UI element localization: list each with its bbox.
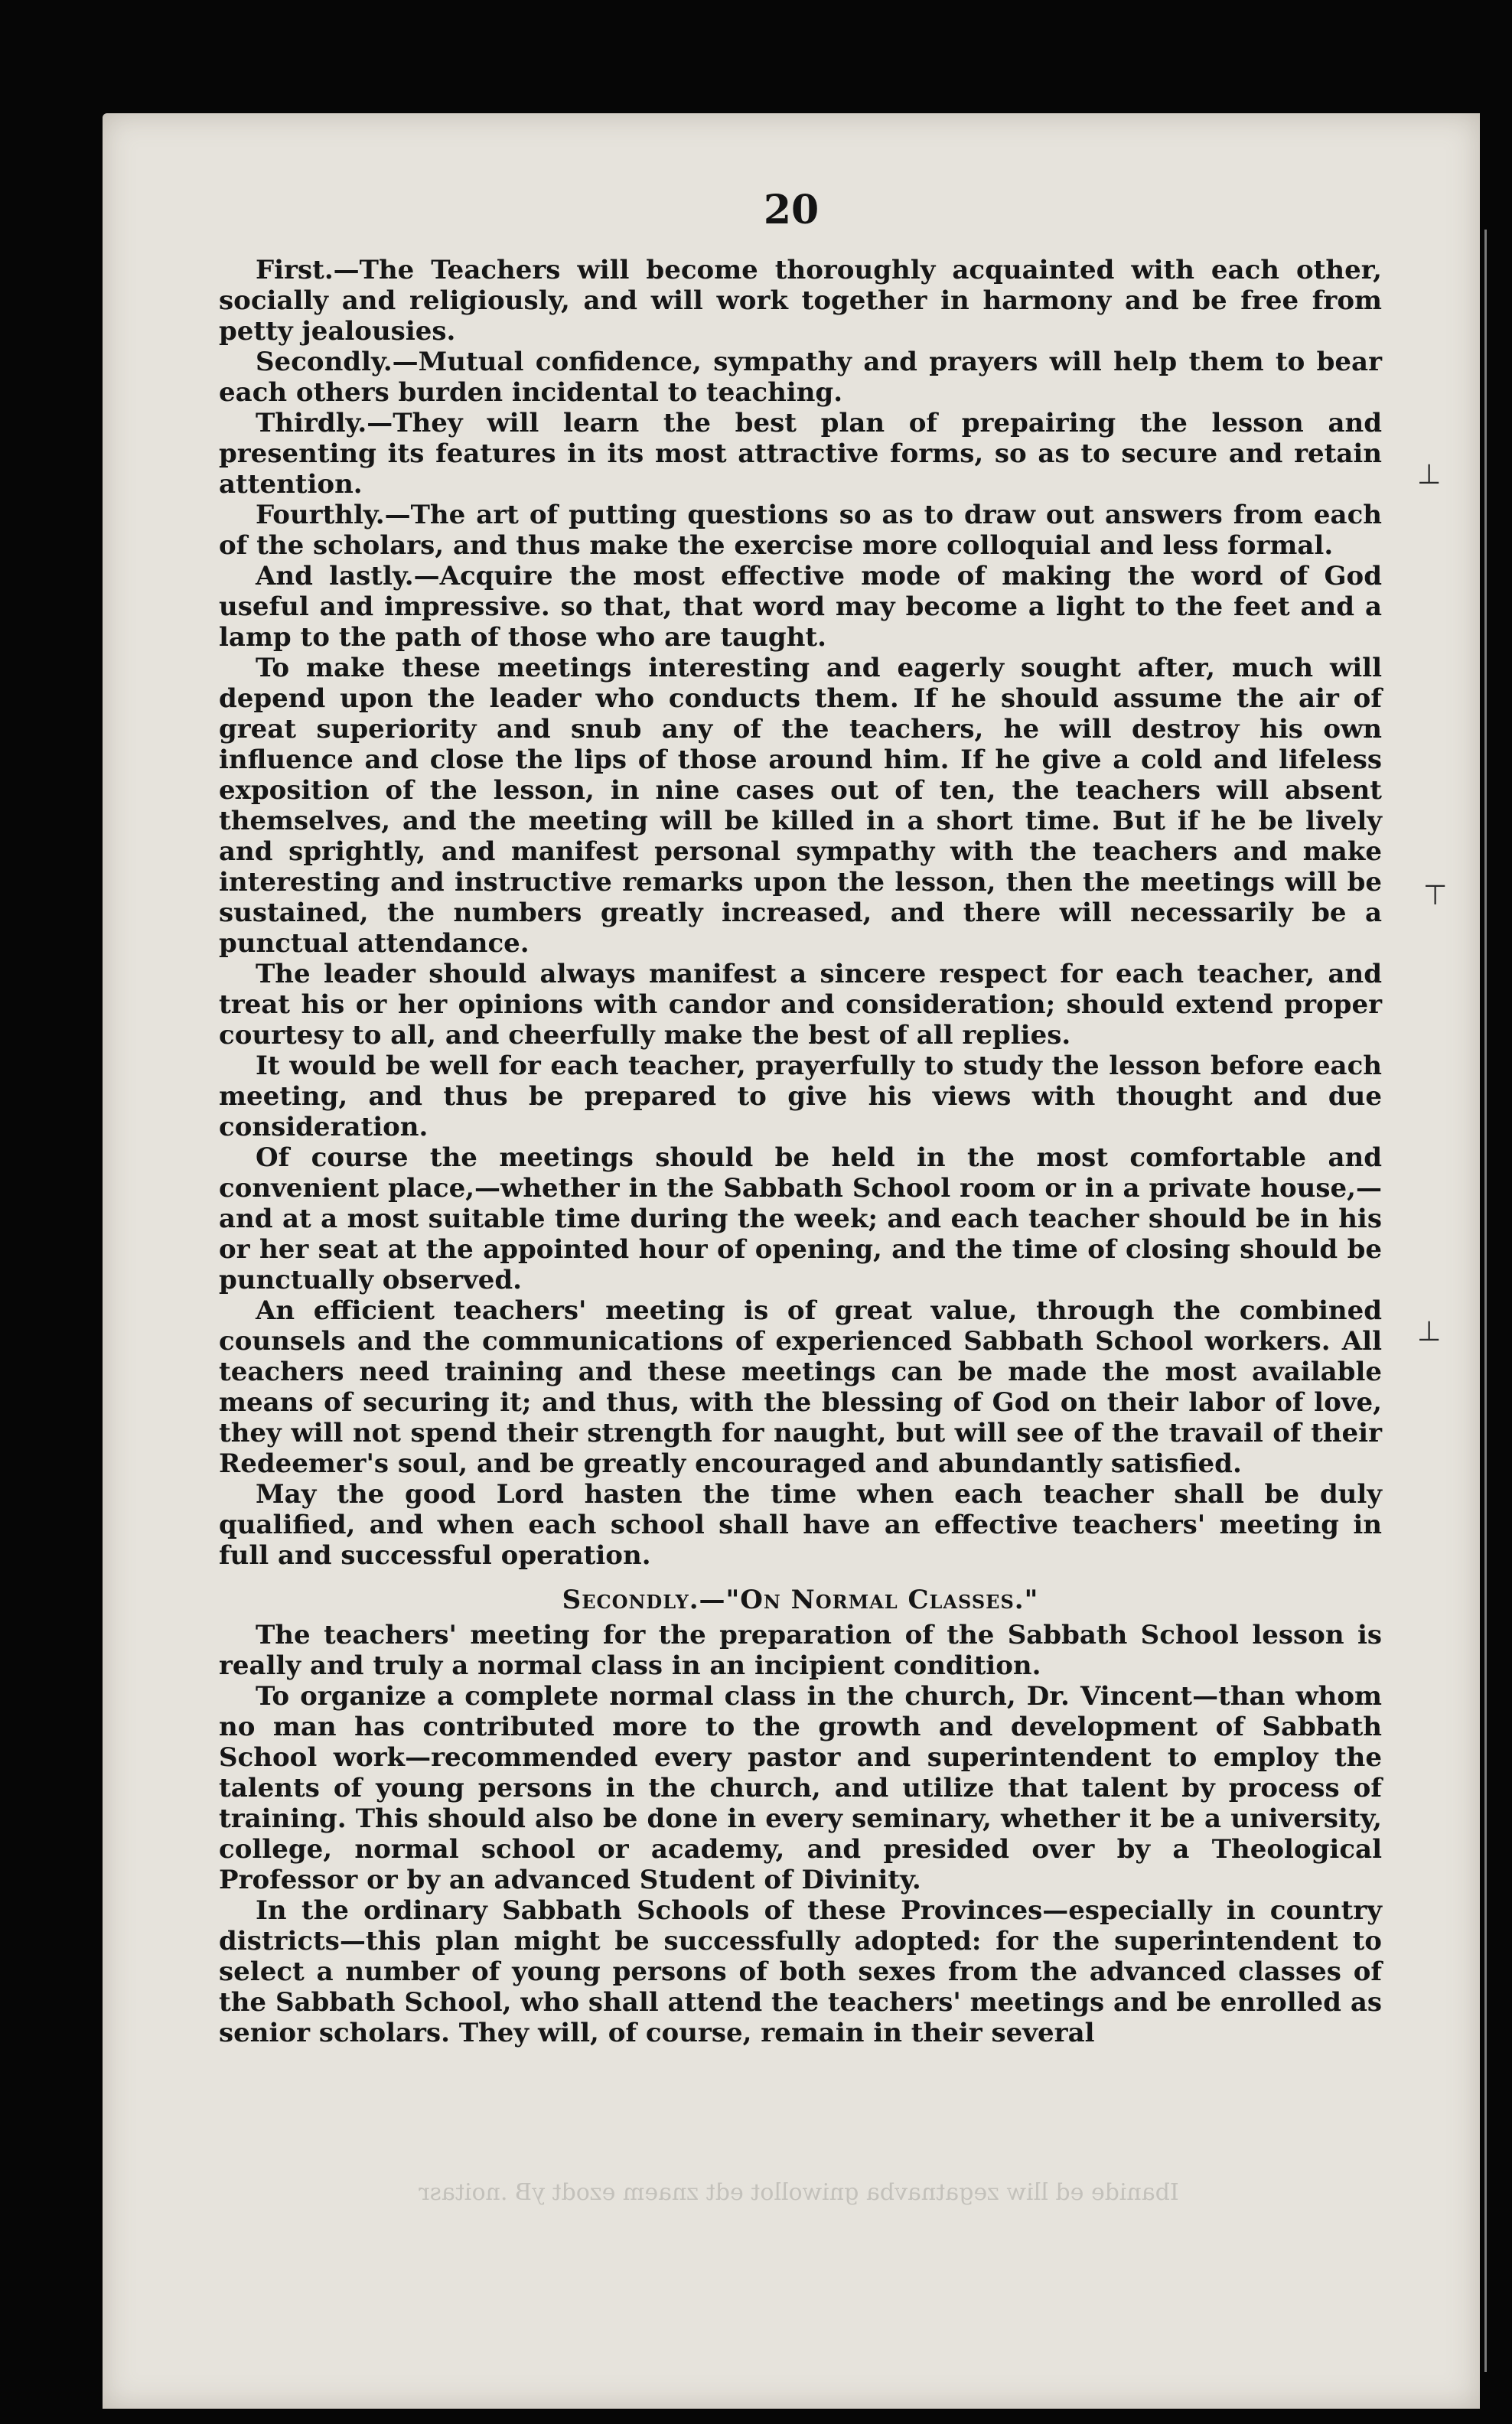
section-heading: Secondly.—"On Normal Classes."	[562, 1585, 1039, 1615]
margin-tick-mark: ⊤	[1423, 880, 1448, 911]
paragraph-secondly: Secondly.—Mutual confidence, sympathy and prayers will help them to bear each others burden incidental to teaching.	[219, 347, 1382, 408]
paragraph-leader: To make these meetings interesting and eagerly sought after, much will depend upon the leader who conducts them. If he should assume the air of great superiority and snub any of the teachers, he will destroy his own influence and close the lips of those around him. If he give a cold and lifeless exposition of the lesson, in nine cases out of ten, the teachers will absent themselves, and the meeting will be killed in a short time. But if he be lively and sprightly, and manifest personal sympathy with the teachers and make interesting and instructive remarks upon the lesson, then the meetings will be sustained, the numbers greatly increased, and there will necessarily be a punctual attendance.	[219, 653, 1382, 959]
body-text	[219, 255, 1382, 2048]
paragraph-prayer: May the good Lord hasten the time when each teacher shall be duly qualified, and when each school shall have an effective teachers' meeting in full and successful operation.	[219, 1479, 1382, 1571]
show-through-text: Ibanide ed lliw zegatnavba gniwollot edt znaem ezodt yB .noitasr	[419, 2179, 1179, 2206]
margin-tick-mark: ⊥	[1417, 459, 1442, 490]
paragraph-normal-class: The teachers' meeting for the preparation of the Sabbath School lesson is really and truly a normal class in an incipient condition.	[219, 1620, 1382, 1681]
margin-tick-mark: ⊥	[1417, 1316, 1442, 1347]
paragraph-value: An efficient teachers' meeting is of great value, through the combined counsels and the communications of experienced Sabbath School workers. All teachers need training and these meetings can be made the most available means of securing it; and thus, with the blessing of God on their labor of love, they will not spend their strength for naught, but will see of the travail of their Redeemer's soul, and be greatly encouraged and abundantly satisfied.	[219, 1295, 1382, 1479]
paragraph-fourthly: Fourthly.—The art of putting questions so as to draw out answers from each of the scholars, and thus make the exercise more colloquial and less formal.	[219, 500, 1382, 561]
page-number: 20	[763, 187, 820, 233]
paragraph-thirdly: Thirdly.—They will learn the best plan of prepairing the lesson and presenting its features in its most attractive forms, so as to secure and retain attention.	[219, 408, 1382, 500]
paragraph-provinces: In the ordinary Sabbath Schools of these Provinces—especially in country districts—this plan might be successfully adopted: for the superintendent to select a number of young persons of both sexes from the advanced classes of the Sabbath School, who shall attend the teachers' meetings and be enrolled as senior scholars. They will, of course, remain in their several	[219, 1895, 1382, 2048]
paragraph-vincent: To organize a complete normal class in the church, Dr. Vincent—than whom no man has contributed more to the growth and development of Sabbath School work—recommended every pastor and superintendent to employ the talents of young persons in the church, and utilize that talent by process of training. This should also be done in every seminary, whether it be a university, college, normal school or academy, and presided over by a Theological Professor or by an advanced Student of Divinity.	[219, 1681, 1382, 1895]
paragraph-lastly: And lastly.—Acquire the most effective mode of making the word of God useful and impressive. so that, that word may become a light to the feet and a lamp to the path of those who are taught.	[219, 561, 1382, 653]
paragraph-place: Of course the meetings should be held in the most comfortable and convenient place,—whether in the Sabbath School room or in a private house,—and at a most suitable time during the week; and each teacher should be in his or her seat at the appointed hour of opening, and the time of closing should be punctually observed.	[219, 1142, 1382, 1295]
page-edge-line	[1484, 230, 1494, 2372]
paragraph-first: First.—The Teachers will become thoroughly acquainted with each other, socially and religiously, and will work together in harmony and be free from petty jealousies.	[219, 255, 1382, 347]
paragraph-respect: The leader should always manifest a sincere respect for each teacher, and treat his or her opinions with candor and consideration; should extend proper courtesy to all, and cheerfully make the best of all replies.	[219, 959, 1382, 1051]
document-page	[103, 113, 1480, 2409]
paragraph-study: It would be well for each teacher, prayerfully to study the lesson before each meeting, and thus be prepared to give his views with thought and due consideration.	[219, 1051, 1382, 1142]
